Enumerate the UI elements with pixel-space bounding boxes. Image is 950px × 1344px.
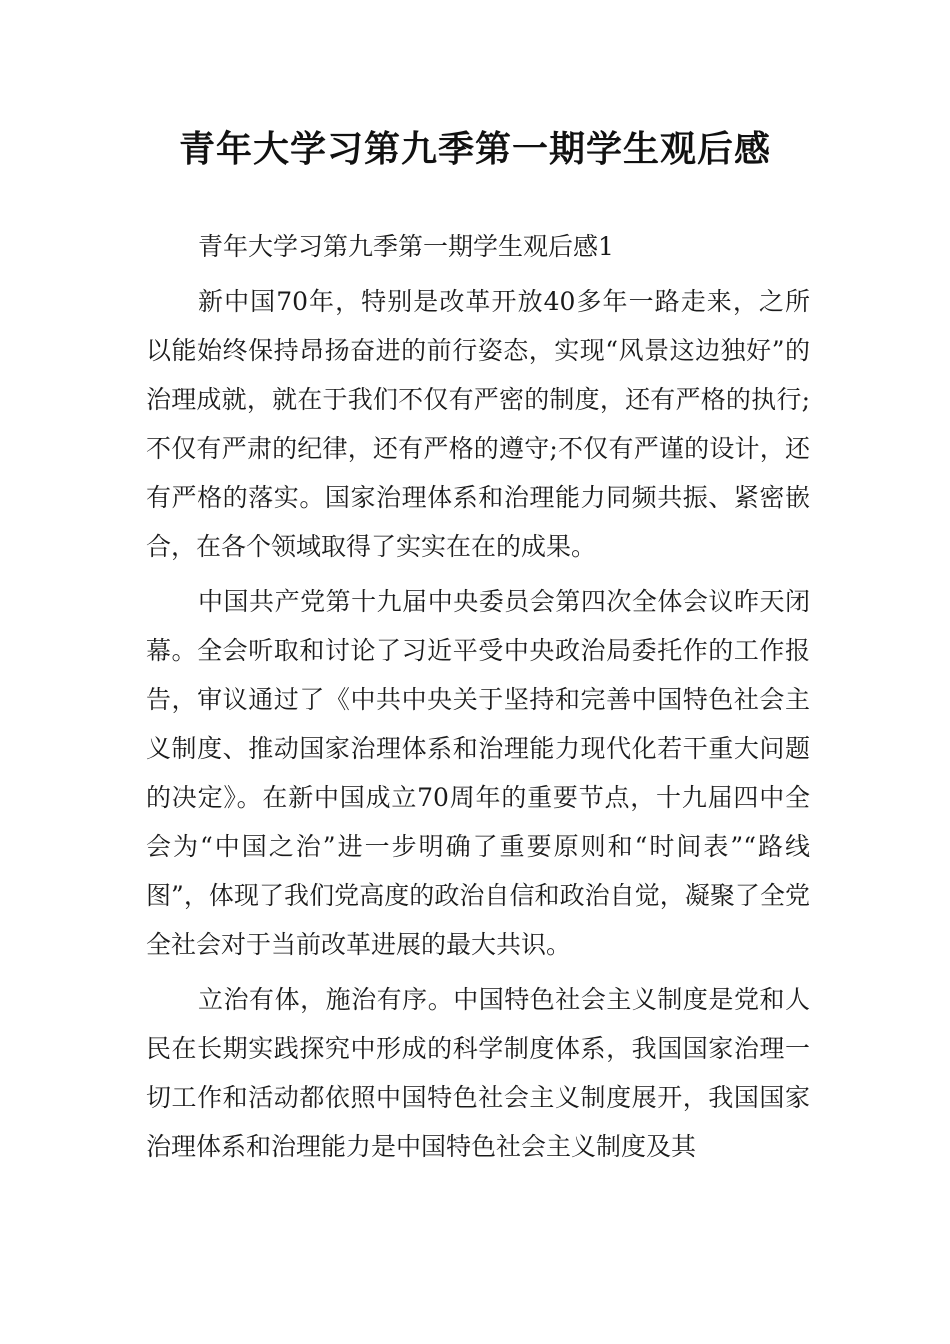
paragraph-3: 立治有体，施治有序。中国特色社会主义制度是党和人民在长期实践探究中形成的科学制度体系，我国国家治理一切工作和活动都依照中国特色社会主义制度展开，我国国家治理体系和治理能力是中国特色社会主义制度及其 — [146, 985, 810, 1161]
paragraph-2: 中国共产党第十九届中央委员会第四次全体会议昨天闭幕。全会听取和讨论了习近平受中央政治局委托作的工作报告，审议通过了《中共中央关于坚持和完善中国特色社会主义制度、推动国家治理体系和治理能力现代化若干重大问题的决定》。在新中国成立70周年的重要节点，十九届四中全会为“中国之治”进一步明确了重要原则和“时间表”“路线图”，体现了我们党高度的政治自信和政治自觉，凝聚了全党全社会对于当前改革进展的最大共识。 — [146, 587, 810, 959]
document-body — [146, 222, 810, 1177]
document-title: 青年大学习第九季第一期学生观后感 — [178, 129, 771, 170]
paragraph-1: 新中国70年，特别是改革开放40多年一路走来，之所以能始终保持昂扬奋进的前行姿态，实现“风景这边独好”的治理成就，就在于我们不仅有严密的制度，还有严格的执行;不仅有严肃的纪律，还有严格的遵守;不仅有严谨的设计，还有严格的落实。国家治理体系和治理能力同频共振、紧密嵌合，在各个领域取得了实实在在的成果。 — [146, 287, 810, 561]
section-heading: 青年大学习第九季第一期学生观后感1 — [198, 232, 614, 261]
